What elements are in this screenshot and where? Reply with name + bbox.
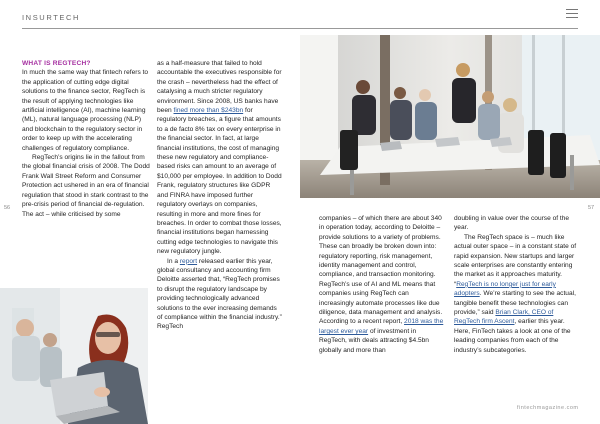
article-column-1 [22,59,150,219]
article-paragraph: The RegTech space is – much like actual outer space – in a constant state of rapid expansion. New startups and larger scale enterprises are constantly entering the market as it approaches maturity. “RegTech is no longer just for early adopters. We’re starting to see the actual, tangible benefit these technologies can provide,” said Brian Clark, CEO of RegTech firm Ascent, earlier this year. Here, FinTech takes a look at one of the leading companies from each of the industry’s subcategories. [454,233,577,354]
report-link[interactable]: report [179,257,198,265]
page-number-left: 56 [4,205,11,211]
page-number-right: 57 [588,205,595,211]
article-paragraph: RegTech’s origins lie in the fallout from the global financial crisis of 2008. The Dodd Frank Wall Street Reform and Consumer Protection act ushered in an era of financial regulation that stood in stark contrast to the pre-crisis period of financial de-regulation. The act – while criticised by some [22,154,150,218]
article-heading: WHAT IS REGTECH? [22,60,91,67]
fines-link[interactable]: fined more than $243bn [173,107,244,115]
article-paragraph: doubling in value over the course of the year. [454,215,570,232]
article-paragraph: In a report released earlier this year, global consultancy and accounting firm Deloitte asserted that, “RegTech promises to disrupt the regulatory landscape by providing technologically advanced solutions to the ever increasing demands of compliance within the financial industry.” RegTech [157,257,282,331]
largest-year-link[interactable]: 2018 was the largest ever year [319,318,444,335]
woman-laptop-photo [0,288,148,424]
article-column-4 [454,214,578,355]
header-divider [22,28,578,29]
article-paragraph: as a half-measure that failed to hold accountable the executives responsible for the crash – nevertheless had the effect of catalysing a much stricter regulatory environment. Since 2008, US banks have been fined more than $243bn for regulatory breaches, a figure that amounts to a de facto 8% tax on every enterprise in the financial sector. In fact, at large financial institutions, the cost of managing these new regulatory and compliance-based risks can amount to an average of $10,000 per employee. In addition to Dodd Frank, regulatory structures like GDPR and FINRA have imposed further regulatory overlays on companies, resulting in more and more fines for breaches. In order to combat those losses, financial institutions began harnessing cutting edge technologies to navigate this new regulatory jungle. [157,60,282,256]
article-column-2 [157,59,283,332]
footer-website[interactable]: fintechmagazine.com [517,405,579,411]
early-adopters-link[interactable]: RegTech is no longer just for early adopters [454,280,556,298]
article-paragraph: companies – of which there are about 340 in operation today, according to Deloitte – provide solutions to a variety of problems. These can broadly be broken down into: regulatory reporting, risk management, identity management and control, compliance, and transaction monitoring. RegTech’s use of AI and ML means that companies using RegTech can increasingly automate processes like due diligence, data management and analysis. According to a recent report, 2018 was the largest ever year of investment in RegTech, with deals attracting $4.5bn globally and more than [319,215,444,354]
meeting-photo [300,35,600,198]
article-paragraph: In much the same way that fintech refers to the application of cutting edge digital solutions to the finance sector, RegTech is the result of applying technologies like artificial intelligence (AI), machine learning (ML), natural language processing (NLP) and blockchain to the regulatory sector in order to keep up with the accelerating challenges of regulatory compliance. [22,69,149,152]
article-column-3 [319,214,444,355]
brian-clark-link[interactable]: Brian Clark, CEO of RegTech firm Ascent [454,309,554,326]
section-title: INSURTECH [22,13,81,22]
hamburger-menu-icon[interactable] [566,9,578,19]
